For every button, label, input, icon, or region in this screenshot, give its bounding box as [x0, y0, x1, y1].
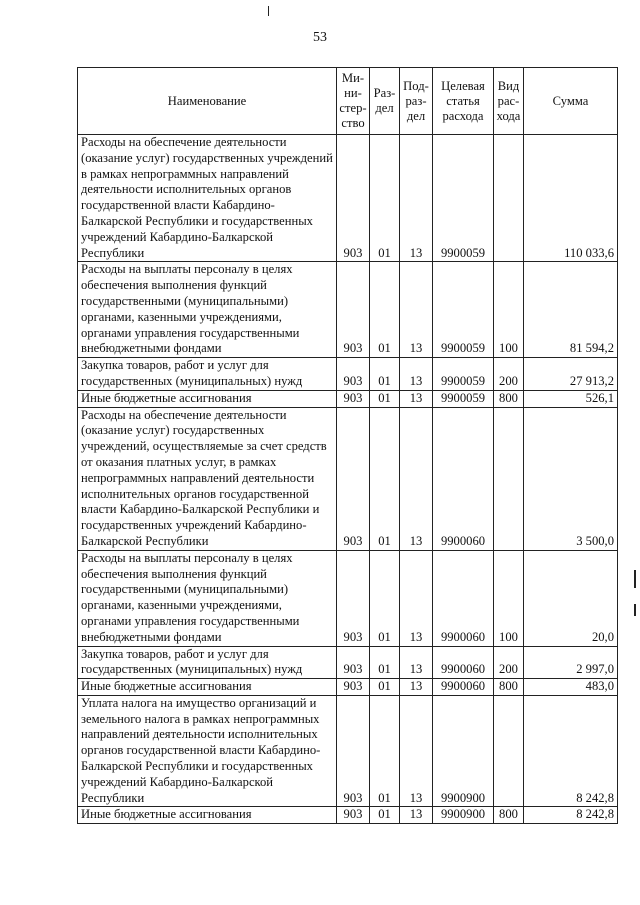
row-target: 9900059	[433, 262, 494, 358]
row-amount: 27 913,2	[524, 358, 618, 391]
row-section: 01	[370, 679, 400, 696]
row-expense-type: 800	[494, 807, 524, 824]
row-section: 01	[370, 135, 400, 262]
row-expense-type: 800	[494, 390, 524, 407]
row-subsection: 13	[400, 407, 433, 550]
row-expense-type: 800	[494, 679, 524, 696]
row-section: 01	[370, 646, 400, 679]
row-ministry: 903	[337, 390, 370, 407]
row-name: Уплата налога на имущество организаций и земельного налога в рамках непрограммных направлений деятельности исполнительных органов государственной власти Кабардино-Балкарской Республики и государственных учреждений Кабардино-Балкарской Республики	[78, 695, 337, 807]
table-row	[78, 679, 618, 696]
header-section: Раз- дел	[370, 68, 400, 135]
row-section: 01	[370, 262, 400, 358]
row-target: 9900060	[433, 646, 494, 679]
row-name: Расходы на выплаты персоналу в целях обеспечения выполнения функций государственными (муниципальными) органами, казенными учреждениями, органами управления государственными внебюджетными фондами	[78, 550, 337, 646]
row-name: Закупка товаров, работ и услуг для государственных (муниципальных) нужд	[78, 358, 337, 391]
row-ministry: 903	[337, 550, 370, 646]
row-target: 9900060	[433, 550, 494, 646]
table-row	[78, 550, 618, 646]
row-ministry: 903	[337, 135, 370, 262]
budget-table	[77, 67, 618, 824]
row-section: 01	[370, 390, 400, 407]
row-expense-type: 200	[494, 358, 524, 391]
row-name: Расходы на обеспечение деятельности (оказание услуг) государственных учреждений, осуществляемые за счет средств от оказания платных услуг, в рамках непрограммных направлений деятельности исполнительных органов государственной власти Кабардино-Балкарской Республики и государственных учреждений Кабардино-Балкарской Республики	[78, 407, 337, 550]
row-name: Расходы на обеспечение деятельности (оказание услуг) государственных учреждений в рамках непрограммных направлений деятельности исполнительных органов государственной власти Кабардино-Балкарской Республики и государственных учреждений Кабардино-Балкарской Республики	[78, 135, 337, 262]
row-subsection: 13	[400, 135, 433, 262]
row-target: 9900060	[433, 679, 494, 696]
header-target: Целевая статья расхода	[433, 68, 494, 135]
row-ministry: 903	[337, 679, 370, 696]
header-subsection: Под- раз- дел	[400, 68, 433, 135]
row-name: Закупка товаров, работ и услуг для государственных (муниципальных) нужд	[78, 646, 337, 679]
row-name: Иные бюджетные ассигнования	[78, 679, 337, 696]
row-target: 9900059	[433, 135, 494, 262]
row-subsection: 13	[400, 390, 433, 407]
row-expense-type: 200	[494, 646, 524, 679]
header-ministry: Ми- ни- стер- ство	[337, 68, 370, 135]
scan-mark-top	[268, 6, 269, 16]
row-target: 9900900	[433, 807, 494, 824]
row-amount: 20,0	[524, 550, 618, 646]
table-row	[78, 407, 618, 550]
row-ministry: 903	[337, 695, 370, 807]
row-target: 9900060	[433, 407, 494, 550]
table-row	[78, 390, 618, 407]
row-amount: 81 594,2	[524, 262, 618, 358]
row-amount: 483,0	[524, 679, 618, 696]
row-subsection: 13	[400, 807, 433, 824]
table-header-row	[78, 68, 618, 135]
row-ministry: 903	[337, 358, 370, 391]
table-row	[78, 695, 618, 807]
header-expense-type: Вид рас- хода	[494, 68, 524, 135]
row-name: Иные бюджетные ассигнования	[78, 807, 337, 824]
table-row	[78, 807, 618, 824]
table-row	[78, 135, 618, 262]
row-section: 01	[370, 695, 400, 807]
page-number: 53	[313, 30, 327, 45]
row-ministry: 903	[337, 407, 370, 550]
row-target: 9900900	[433, 695, 494, 807]
table-row	[78, 262, 618, 358]
row-section: 01	[370, 358, 400, 391]
row-section: 01	[370, 550, 400, 646]
row-expense-type: 100	[494, 262, 524, 358]
row-amount: 8 242,8	[524, 695, 618, 807]
row-subsection: 13	[400, 679, 433, 696]
row-expense-type: 100	[494, 550, 524, 646]
row-name: Расходы на выплаты персоналу в целях обеспечения выполнения функций государственными (муниципальными) органами, казенными учреждениями, органами управления государственными внебюджетными фондами	[78, 262, 337, 358]
row-amount: 3 500,0	[524, 407, 618, 550]
table-row	[78, 358, 618, 391]
row-subsection: 13	[400, 550, 433, 646]
row-amount: 8 242,8	[524, 807, 618, 824]
row-subsection: 13	[400, 262, 433, 358]
row-subsection: 13	[400, 646, 433, 679]
row-target: 9900059	[433, 358, 494, 391]
header-amount: Сумма	[524, 68, 618, 135]
row-amount: 526,1	[524, 390, 618, 407]
row-ministry: 903	[337, 807, 370, 824]
row-subsection: 13	[400, 358, 433, 391]
row-name: Иные бюджетные ассигнования	[78, 390, 337, 407]
row-target: 9900059	[433, 390, 494, 407]
row-ministry: 903	[337, 262, 370, 358]
row-subsection: 13	[400, 695, 433, 807]
row-amount: 110 033,6	[524, 135, 618, 262]
table-row	[78, 646, 618, 679]
header-name: Наименование	[78, 68, 337, 135]
row-expense-type	[494, 695, 524, 807]
row-expense-type	[494, 407, 524, 550]
row-section: 01	[370, 807, 400, 824]
row-amount: 2 997,0	[524, 646, 618, 679]
scan-mark-right-1	[634, 570, 636, 588]
row-expense-type	[494, 135, 524, 262]
row-section: 01	[370, 407, 400, 550]
row-ministry: 903	[337, 646, 370, 679]
scan-mark-right-2	[634, 604, 636, 616]
